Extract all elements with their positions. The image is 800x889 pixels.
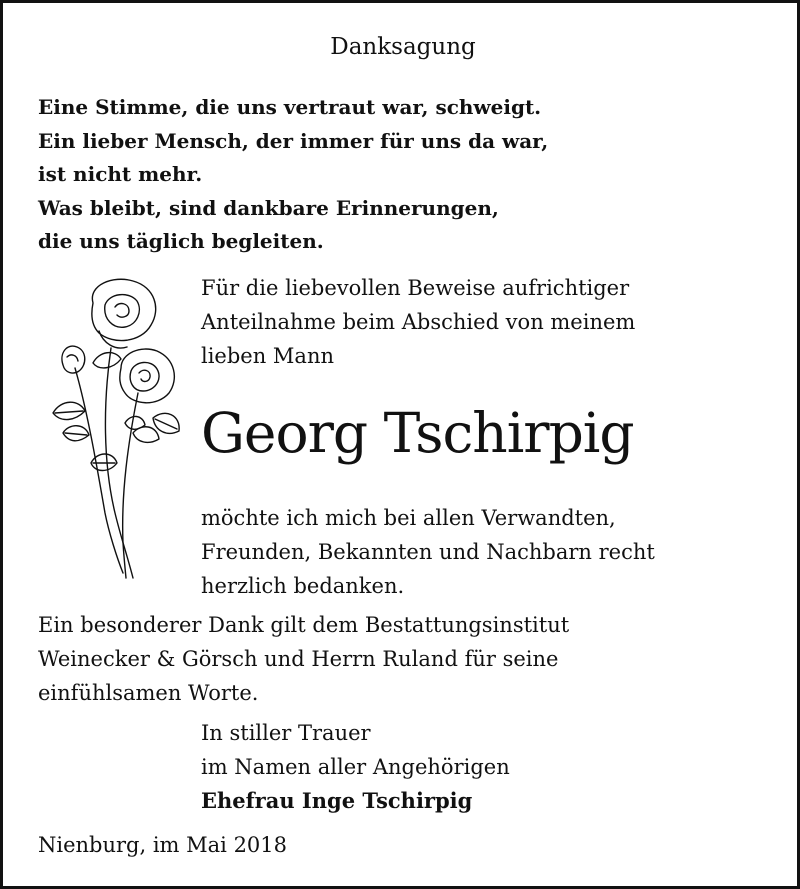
verse-line: Ein lieber Mensch, der immer für uns da war, (38, 128, 549, 153)
verse-line: Was bleibt, sind dankbare Erinnerungen, (38, 195, 499, 220)
closing-line: im Namen aller Angehörigen (201, 755, 510, 779)
verse-line: die uns täglich begleiten. (38, 229, 324, 253)
thanks-line: möchte ich mich bei allen Verwandten, (201, 506, 616, 530)
intro-line: Für die liebevollen Beweise aufrichtiger (201, 276, 630, 300)
special-thanks-line: Ein besonderer Dank gilt dem Bestattungsinstitut (38, 613, 570, 637)
thanks-line: herzlich bedanken. (201, 574, 405, 598)
special-thanks-text (38, 608, 569, 710)
intro-text (201, 271, 635, 373)
closing-line: In stiller Trauer (201, 721, 371, 745)
special-thanks-line: einfühlsamen Worte. (38, 681, 259, 705)
deceased-name: Georg Tschirpig (201, 401, 634, 465)
memorial-verse (38, 91, 548, 259)
special-thanks-line: Weinecker & Görsch und Herrn Ruland für seine (38, 647, 559, 671)
intro-line: lieben Mann (201, 344, 335, 368)
verse-line: Eine Stimme, die uns vertraut war, schweigt. (38, 95, 542, 119)
verse-line: ist nicht mehr. (38, 162, 203, 186)
place-date: Nienburg, im Mai 2018 (38, 833, 288, 857)
signature: Ehefrau Inge Tschirpig (201, 788, 473, 813)
intro-line: Anteilnahme beim Abschied von meinem (201, 310, 636, 334)
roses-illustration (33, 273, 183, 593)
thanks-text (201, 501, 655, 603)
notice-title: Danksagung (330, 34, 476, 60)
closing-block (201, 716, 510, 818)
thanks-line: Freunden, Bekannten und Nachbarn recht (201, 540, 655, 564)
